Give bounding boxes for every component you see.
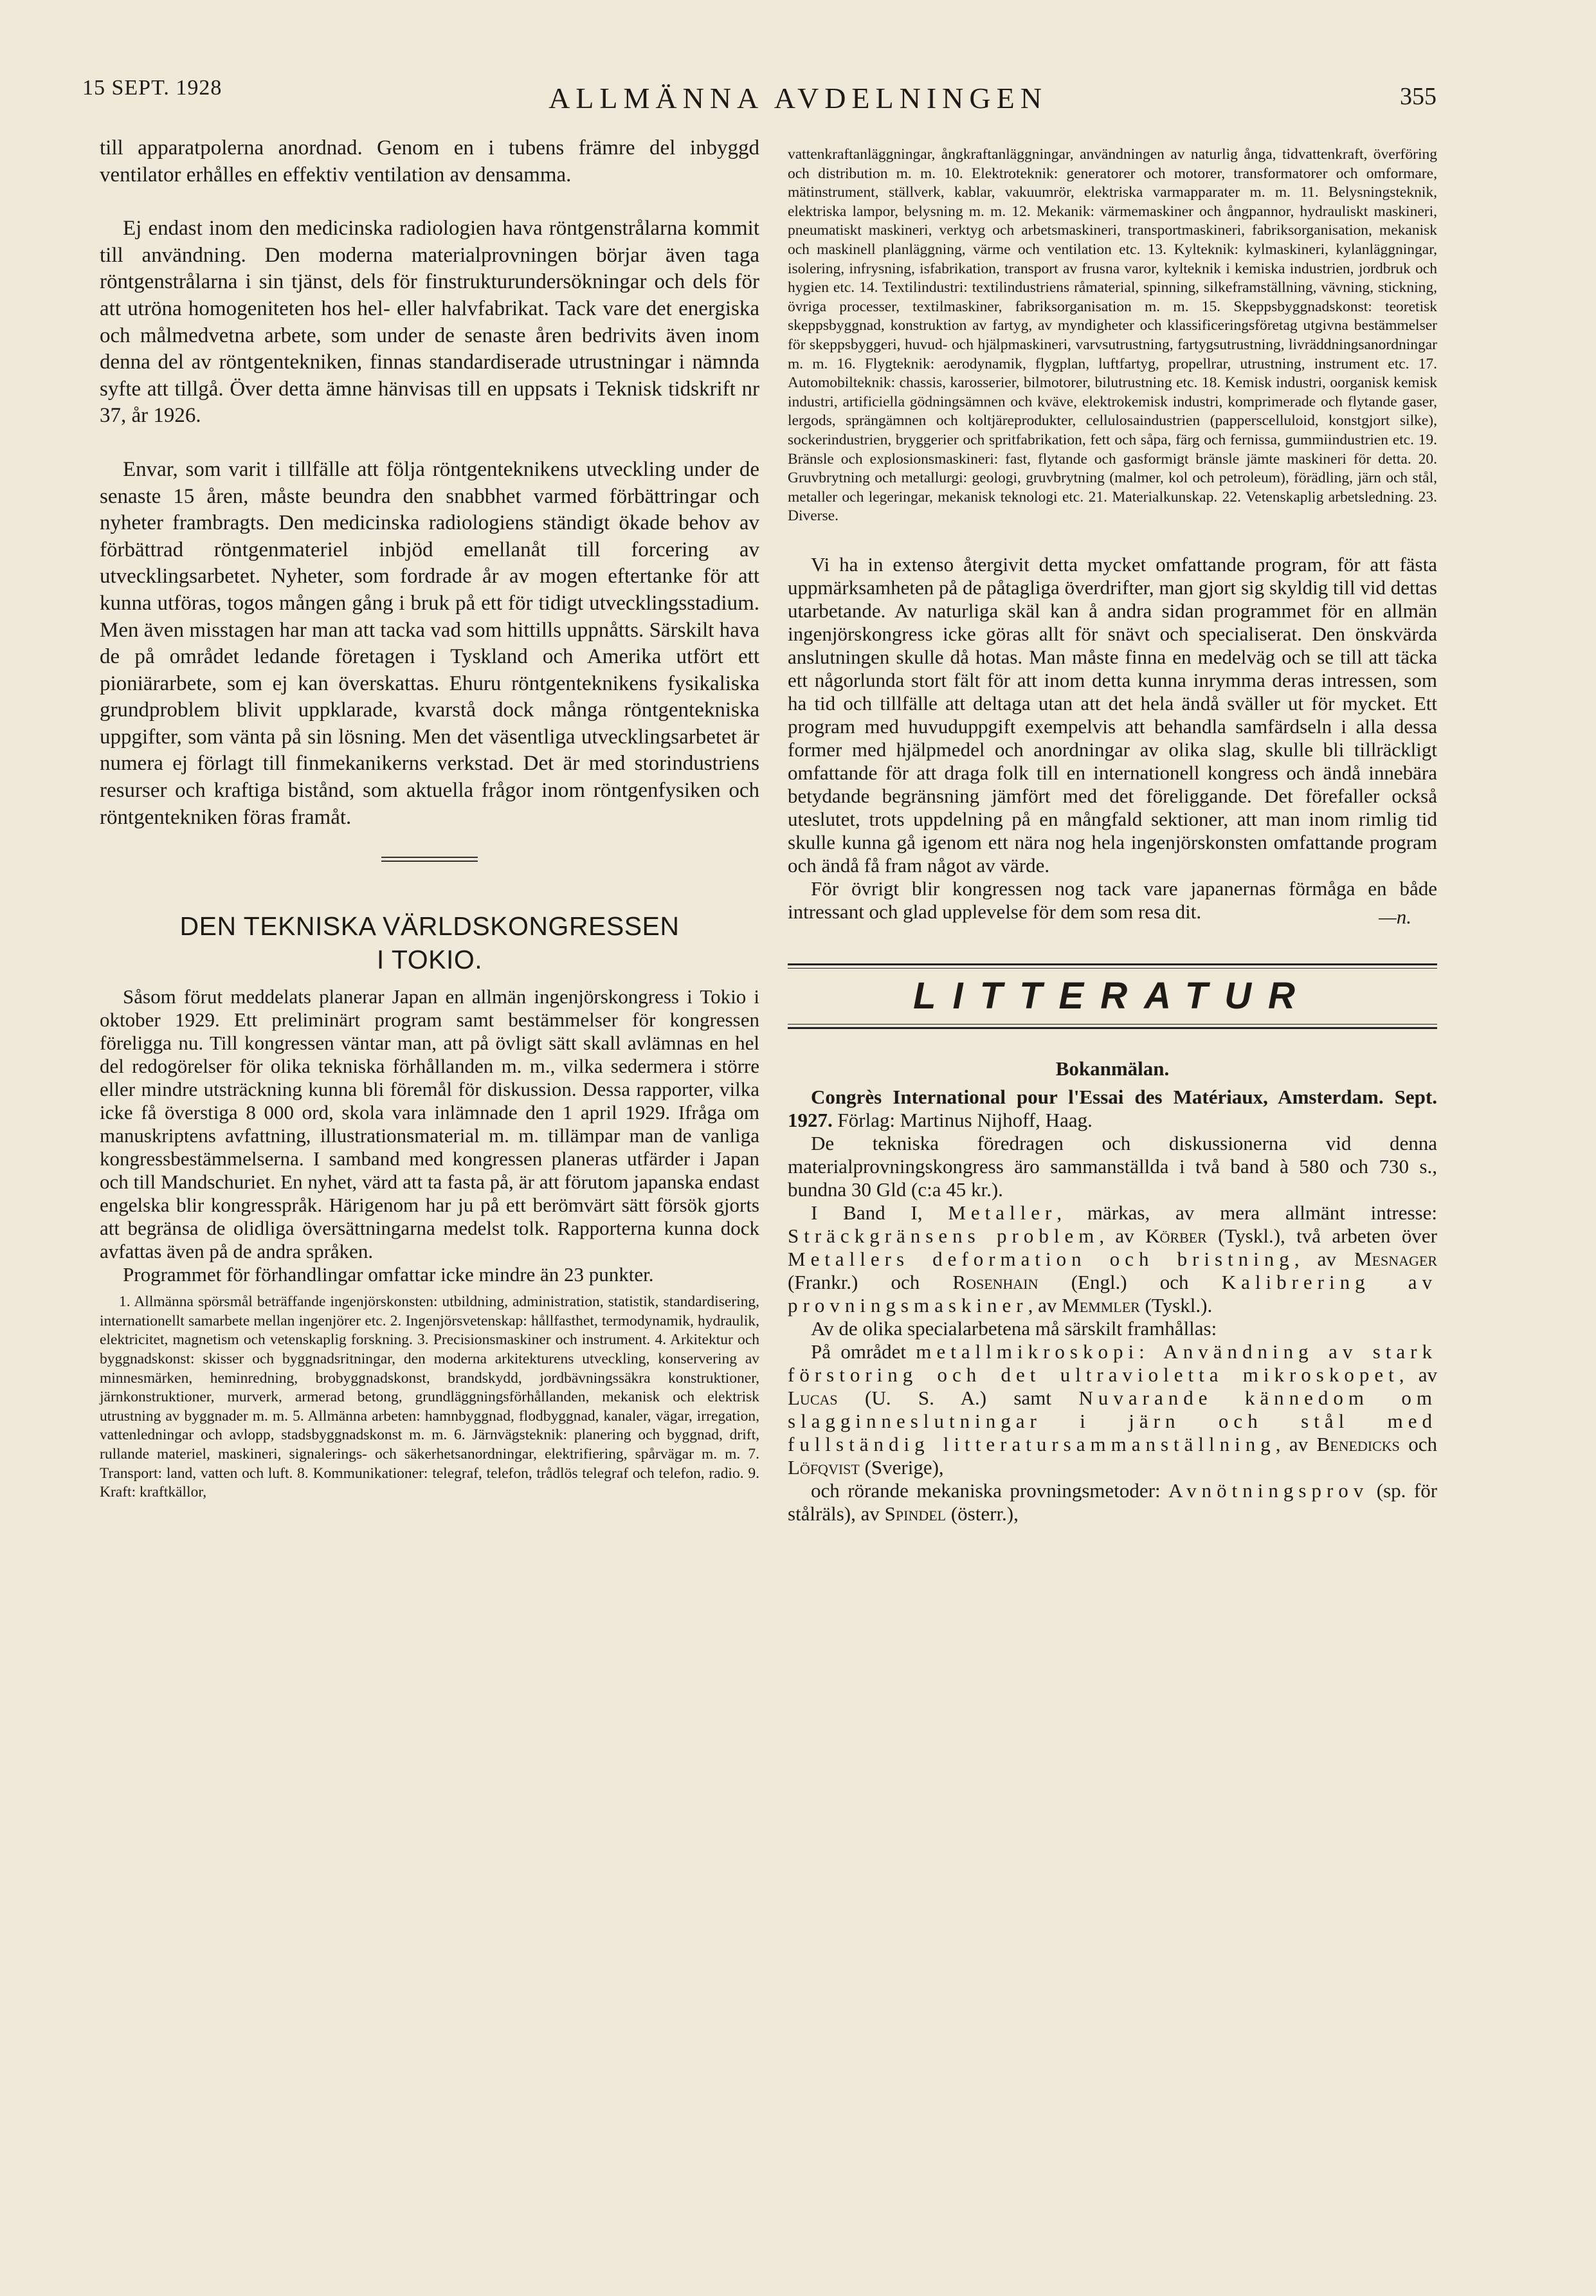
book-publisher: Förlag: Martinus Nijhoff, Haag. bbox=[837, 1108, 1093, 1131]
heading-line: I TOKIO. bbox=[376, 945, 483, 975]
spaced-term: Sträckgränsens problem bbox=[788, 1224, 1100, 1247]
spaced-term: Kalibrering av provningsmaskiner bbox=[788, 1270, 1438, 1317]
author-name: Löfqvist bbox=[788, 1455, 860, 1479]
spaced-term: Nuvarande kännedom om slagginneslutningar i järn och stål med fullständig litteratursammanställning bbox=[788, 1386, 1438, 1455]
text-run: (Engl.) och bbox=[1071, 1270, 1189, 1293]
text-run: , av bbox=[1399, 1363, 1437, 1386]
text-run: (Tyskl.), två arbeten över bbox=[1218, 1224, 1437, 1247]
program-list bbox=[100, 1293, 759, 1502]
text-run: , av bbox=[1294, 1247, 1336, 1270]
program-list-continued bbox=[788, 145, 1437, 526]
paragraph: Av de olika specialarbetena må särskilt framhållas: bbox=[811, 1317, 1217, 1340]
text-run: (sp. för stålräls), av bbox=[788, 1479, 1438, 1525]
spaced-term: Metallers deformation och bristning bbox=[788, 1247, 1294, 1270]
paragraph: Programmet för förhandlingar omfattar icke mindre än 23 punkter. bbox=[123, 1263, 654, 1286]
article-xray-continuation bbox=[100, 135, 759, 831]
text-run: , märkas, av mera allmänt intresse: bbox=[1056, 1201, 1437, 1224]
text-run: På området bbox=[811, 1340, 906, 1363]
book-review bbox=[788, 1086, 1437, 1526]
paragraph bbox=[788, 1201, 1437, 1317]
article-tokyo-congress bbox=[100, 985, 759, 1286]
author-signature: —n. bbox=[1379, 905, 1411, 928]
issue-date: 15 SEPT. 1928 bbox=[82, 76, 222, 100]
paragraph: till apparatpolerna anordnad. Genom en i tubens främre del inbyggd ventilator erhålles en effektiv ventilation av densamma. bbox=[100, 136, 759, 187]
text-run: och bbox=[1408, 1432, 1438, 1455]
author-name: Körber bbox=[1145, 1224, 1207, 1247]
section-title: ALLMÄNNA AVDELNINGEN bbox=[549, 82, 1047, 114]
paragraph bbox=[788, 1340, 1437, 1479]
author-name: Mesnager bbox=[1354, 1247, 1438, 1270]
program-list-text: 1. Allmänna spörsmål beträffande ingenjörskonsten: utbildning, administration, statistik, standardisering, internationellt samarbete mellan ingenjörer etc. 2. Ingenjörsvetenskap: hållfasthet, termodynamik, hydraulik, elektricitet, magnetism och vetenskaplig forskning. 3. Precisionsmaskiner och instrument. 4. Arkitektur och byggnadskonst: skisser och byggnadsritningar, den moderna arkitekturens utveckling, konservering av minnesmärken, heminredning, brobyggnadskonst, brandskydd, jordbävningssäkra konstruktioner, järnkonstruktioner, murverk, armerad betong, grundläggningsförhållanden, mekanisk och elektrisk utrustning av byggnader m. m. 5. Allmänna arbeten: hamnbyggnad, flodbyggnad, kanaler, vägar, irregation, vattenledningar och avlopp, stadsbyggnadskonst m. m. 6. Järnvägsteknik: planering och byggnad, drift, rullande materiel, maskineri, signalerings- och säkerhetsanordningar, elektrifiering, spårvägar m. m. 7. Transport: land, vatten och luft. 8. Kommunikationer: telegraf, telefon, trådlös telegraf och telefon, radio. 9. Kraft: kraftkällor, bbox=[100, 1293, 759, 1501]
text-run: , av bbox=[1028, 1293, 1057, 1317]
right-column bbox=[788, 135, 1437, 1526]
author-name: Benedicks bbox=[1316, 1432, 1400, 1455]
paragraph: Ej endast inom den medicinska radiologien hava röntgenstrålarna kommit till användning. Den moderna materialprovningen börjar även taga röntgenstrålarna i sin tjänst, dels för finstrukturundersökningar och dels för att utröna homogeniteten hos hel- eller halvfabrikat. Tack vare det energiska och målmedvetna arbete, som under de senaste åren bedrivits även inom denna del av röntgentekniken, finnas standardiserade utrustningar i nämnda syfte att tillgå. Över detta ämne hänvisas till en uppsats i Teknisk tidskrift nr 37, år 1926. bbox=[100, 217, 759, 428]
litteratur-title: LITTERATUR bbox=[913, 974, 1312, 1017]
article-heading bbox=[100, 909, 759, 976]
author-name: Spindel bbox=[884, 1502, 947, 1525]
book-title: Congrès International pour l'Essai des Matériaux, Amsterdam. Sept. 1927. bbox=[788, 1085, 1437, 1131]
text-run: , av bbox=[1275, 1432, 1309, 1455]
paragraph: Vi ha in extenso återgivit detta mycket omfattande program, för att fästa uppmärksamheten på de påtagliga överdrifter, man gjort sig skyldig till vid dettas utarbetande. Av naturliga skäl kan å andra sidan programmet för en allmän ingenjörskongress icke göras allt för snävt och specialiserat. Den önskvärda anslutningen skulle då hotas. Man måste finna en medelväg och se till att täcka ett någorlunda stort fält för att inom detta kunna inrymma deras intressen, som ha tid och tillfälle att deltaga utan att det hela ändå sväller ut för mycket. Ett program med huvuduppgift exempelvis att behandla samfärdseln i alla dessa former med hjälpmedel och anordningar av olika slag, skulle bli tillräckligt omfattande för att draga folk till en internationell kongress och ändå innebära betydande begränsning jämfört med det föreliggande. Det förefaller också uteslutet, trots uppdelning på en mångfald sektioner, att man inom rimlig tid skulle kunna gå igenom ett nära nog hela ingenjörskonsten omfattande program och ändå få fram något av värde. bbox=[788, 552, 1437, 877]
author-name: Rosenhain bbox=[952, 1270, 1038, 1293]
author-name: Lucas bbox=[788, 1386, 838, 1409]
text-run: (U. S. A.) samt bbox=[865, 1386, 1052, 1409]
paragraph: För övrigt blir kongressen nog tack vare japanernas förmåga en både intressant och glad upplevelse för dem som resa dit. bbox=[788, 877, 1437, 923]
paragraph: Envar, som varit i tillfälle att följa röntgenteknikens utveckling under de senaste 15 åren, måste beundra den snabbhet varmed förbättringar och nyheter frambragts. Den medicinska radiologiens ständigt ökade behov av förbättrad röntgenmateriel inbjöd emellanåt till forcering av utvecklingsarbetet. Nyheter, som fordrade år av mogen eftertanke för att kunna utföras, togos mången gång i bruk på ett för tidigt utvecklingsstadium. Men även misstagen har man att tacka vad som hittills uppnåtts. Särskilt hava de på området ledande företagen i Tyskland och Amerika utfört ett pioniärarbete, som ej kan överskattas. Ehuru röntgenteknikens fysikaliska grundproblem blivit uppklarade, kvarstå dock många röntgentekniska uppgifter, som vänta på sin lösning. Men det väsentliga utvecklingsarbetet är numera ej förlagt till finmekanikerns verkstad. Det är med storindustriens resurser och kraftiga bistånd, som aktuella frågor inom röntgenfysiken och röntgentekniken föras framåt. bbox=[100, 457, 759, 829]
paragraph: Såsom förut meddelats planerar Japan en allmän ingenjörskongress i Tokio i oktober 1929. Ett preliminärt program samt bestämmelser för kongressen föreligga nu. Till kongressen väntar man, att på övligt sätt skall avlämnas en hel del redogörelser för olika tekniska förhållanden m. m., vilka sedermera i större eller mindre utsträckning kunna bli föremål för diskussion. Dessa rapporter, vilka icke få överstiga 8 000 ord, skola vara inlämnade den 1 april 1929. Ifråga om manuskriptens avfattning, illustrationsmaterial m. m. tillämpar man de vanliga kongressbestämmelserna. I samband med kongressen planeras utfärder i Japan och till Mandschuriet. En nyhet, värd att ta fasta på, är att förutom japanska endast engelska blir kongresspråk. Härigenom har ju på ett berömvärt sätt försök gjorts att begränsa de olidliga översättningarna medelst tolk. Rapporterna kunna dock avfattas även på de andra språken. bbox=[100, 985, 759, 1263]
spaced-term: Avnötningsprov bbox=[1168, 1479, 1369, 1502]
page-number: 355 bbox=[1400, 83, 1437, 110]
book-review-heading: Bokanmälan. bbox=[1055, 1057, 1170, 1080]
litteratur-banner bbox=[788, 963, 1437, 1029]
text-run: (Sverige), bbox=[864, 1455, 944, 1479]
spaced-term: Metaller bbox=[948, 1201, 1057, 1224]
text-run: I Band I, bbox=[811, 1201, 923, 1224]
text-run: och rörande mekaniska provningsmetoder: bbox=[811, 1479, 1161, 1502]
article-tokyo-commentary bbox=[788, 553, 1437, 924]
paragraph: De tekniska föredragen och diskussionerna vid denna materialprovningskongress äro sammanställda i två band à 580 och 730 s., bundna 30 Gld (c:a 45 kr.). bbox=[788, 1131, 1437, 1201]
paragraph bbox=[788, 1479, 1437, 1526]
text-run: (österr.), bbox=[950, 1502, 1019, 1525]
left-column bbox=[100, 135, 759, 1502]
text-run: , av bbox=[1099, 1224, 1134, 1247]
program-list-text: vattenkraftanläggningar, ångkraftanläggningar, användningen av naturlig ånga, tidvattenkraft, överföring och distribution m. m. 10. Elektroteknik: generatorer och motorer, transformatorer och omformare, mätinstrument, ställverk, kablar, vakuumrör, elektriska varmapparater m. m. 11. Belysningsteknik, elektriska lampor, belysning m. m. 12. Mekanik: värmemaskiner och ångpannor, hydrauliskt maskineri, pneumatiskt maskineri, verktyg och arbetsmaskineri, transportmaskineri, fabriksorganisation, mekanisk och maskinell planläggning, värme och ventilation etc. 13. Kylteknik: kylmaskineri, kylanläggningar, isolering, infrysning, isfabrikation, transport av frusna varor, kylteknik i kemiska industrien, jordbruk och hygien etc. 14. Textilindustri: textilindustriens råmaterial, spinning, silkeframställning, vävning, stickning, övriga processer, textilmaskiner, fabriksorganisation m. m. 15. Skeppsbyggnadskonst: teoretisk skeppsbyggnad, konstruktion av fartyg, av myndigheter och klassificeringsföretag utgivna bestämmelser för skeppsbyggeri, huvud- och hjälpmaskineri, varvsutrustning, fartygsutrustning, livräddningsanordningar m. m. 16. Flygteknik: aerodynamik, flygplan, luftfartyg, propellrar, utrustning, instrument etc. 17. Automobilteknik: chassis, karosserier, bilmotorer, bilutrustning etc. 18. Kemisk industri, oorganisk kemisk industri, artificiella gödningsämnen och kväve, elektrokemisk industri, komprimerade och flytande gaser, lergods, sprängämnen och koltjäreprodukter, cellulosaindustrien (papperscelluloid, konstgjort silke), sockerindustrien, bryggerier och spritfabrikation, fett och såpa, färg och fernissa, gummiindustrien etc. 19. Bränsle och explosionsmaskineri: fast, flytande och gasformigt bränsle jämte maskineri för detta. 20. Gruvbrytning och metallurgi: geologi, gruvbrytning (malmer, kol och petroleum), förädling, järn och stål, metaller och legeringar, mekanisk teknologi etc. 21. Materialkunskap. 22. Vetenskaplig arbetsledning. 23. Diverse. bbox=[788, 146, 1437, 525]
book-citation bbox=[788, 1086, 1437, 1132]
text-run: (Tyskl.). bbox=[1145, 1293, 1213, 1317]
author-name: Memmler bbox=[1062, 1293, 1140, 1317]
text-run: (Frankr.) och bbox=[788, 1270, 920, 1293]
heading-line: DEN TEKNISKA VÄRLDSKONGRESSEN bbox=[179, 911, 680, 942]
section-divider bbox=[381, 857, 478, 862]
spaced-term: metallmikroskopi: Användning av stark förstoring och det ultravioletta mikroskopet bbox=[788, 1340, 1437, 1386]
